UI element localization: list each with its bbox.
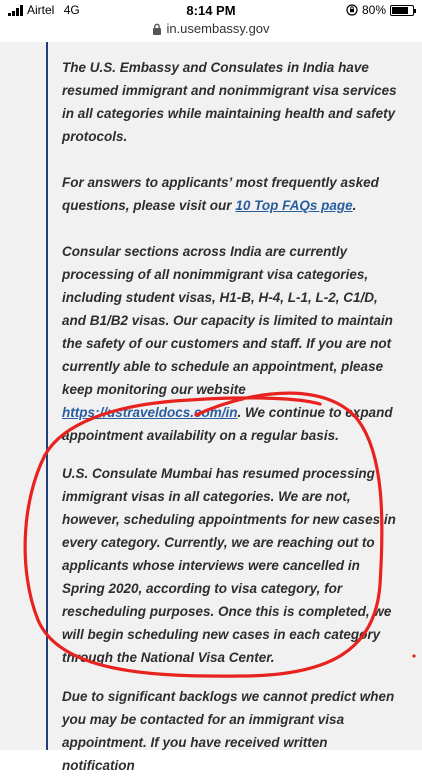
faq-link[interactable]: 10 Top FAQs page: [235, 198, 353, 213]
network-type: 4G: [63, 3, 80, 17]
faq-text-end: .: [352, 198, 357, 213]
paragraph-nonimmigrant: [62, 240, 400, 447]
nonimmigrant-text-end: . We continue to expand appointment availability on a regular basis.: [62, 405, 393, 443]
status-bar: [0, 0, 422, 22]
paragraph-services-resumed: The U.S. Embassy and Consulates in India have resumed immigrant and nonimmigrant visa services in all categories while maintaining health and safety protocols.: [62, 60, 397, 144]
paragraph-faqs: [62, 171, 400, 217]
faq-text: For answers to applicants’ most frequently asked questions, please visit our: [62, 175, 379, 213]
page-content: [0, 42, 422, 773]
url-text[interactable]: in.usembassy.gov: [166, 21, 270, 36]
status-time: 8:14 PM: [186, 3, 236, 18]
accent-rule: [46, 42, 48, 750]
carrier-name: Airtel: [27, 3, 55, 17]
browser-url-bar[interactable]: [0, 20, 422, 43]
status-right-group: [346, 3, 414, 17]
paragraph-mumbai-immigrant: U.S. Consulate Mumbai has resumed processing immigrant visas in all categories. We are not, however, scheduling appointments for new cases in every category. Currently, we are reaching out to applicants whose interviews were cancelled in Spring 2020, according to visa category, for rescheduling purposes. Once this is completed, we will begin scheduling new cases in each category through the National Visa Center.: [62, 466, 396, 665]
battery-level-fill: [392, 7, 408, 14]
lock-icon: [152, 23, 162, 35]
battery-icon: [390, 5, 414, 16]
paragraph-backlogs: Due to significant backlogs we cannot predict when you may be contacted for an immigrant visa appointment. If you have received written notification: [62, 689, 395, 773]
ustraveldocs-link[interactable]: https://ustraveldocs.com/in: [62, 405, 238, 420]
nonimmigrant-text: Consular sections across India are currently processing of all nonimmigrant visa categories, including student visas, H1-B, H-4, L-1, L-2, C1/D, and B1/B2 visas. Our capacity is limited to maintain the safety of our customers and staff. If you are not currently able to schedule an appointment, please keep monitoring our website: [62, 244, 393, 397]
battery-percent: 80%: [361, 3, 386, 17]
orientation-lock-icon: [346, 4, 358, 16]
